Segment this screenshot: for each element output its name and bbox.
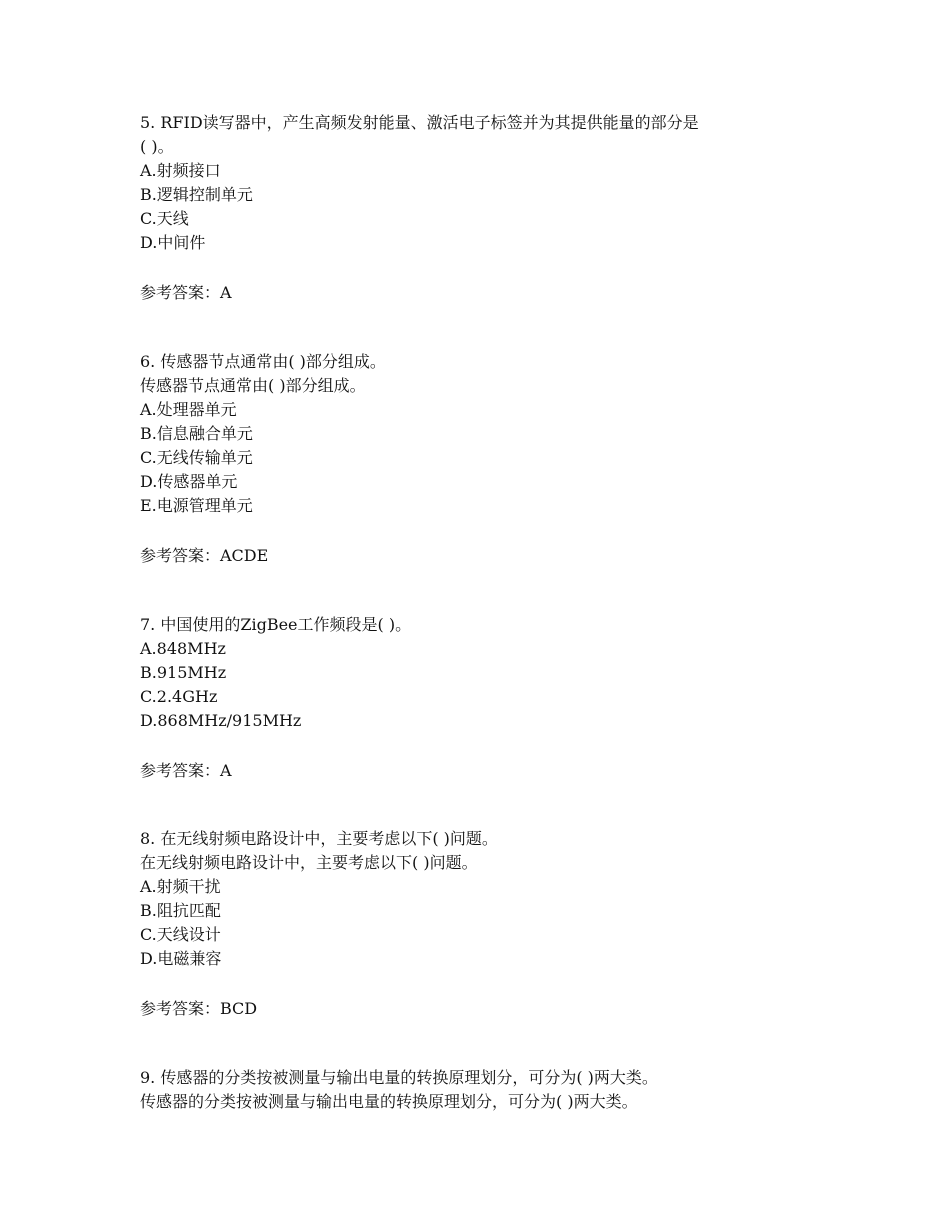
question-9-subtitle: 传感器的分类按被测量与输出电量的转换原理划分，可分为( )两大类。 xyxy=(140,1092,638,1111)
question-8-option-b: B.阻抗匹配 xyxy=(140,901,221,920)
question-6-answer: 参考答案：ACDE xyxy=(140,546,269,565)
question-7-option-d: D.868MHz/915MHz xyxy=(140,711,302,730)
question-6-option-c: C.无线传输单元 xyxy=(140,448,253,467)
question-5 xyxy=(140,111,840,305)
question-8 xyxy=(140,827,840,1021)
question-7-title: 7. 中国使用的ZigBee工作频段是( )。 xyxy=(140,615,412,634)
question-6-option-e: E.电源管理单元 xyxy=(140,496,253,515)
question-9 xyxy=(140,1066,840,1114)
question-5-option-a: A.射频接口 xyxy=(140,161,221,180)
question-5-title: 5. RFID读写器中，产生高频发射能量、激活电子标签并为其提供能量的部分是 xyxy=(140,113,699,132)
question-5-title-continued: ( )。 xyxy=(140,137,174,156)
question-6-subtitle: 传感器节点通常由( )部分组成。 xyxy=(140,376,366,395)
question-7-answer: 参考答案：A xyxy=(140,761,232,780)
question-8-option-d: D.电磁兼容 xyxy=(140,949,222,968)
question-6-option-a: A.处理器单元 xyxy=(140,400,237,419)
question-6-option-d: D.传感器单元 xyxy=(140,472,238,491)
question-5-option-c: C.天线 xyxy=(140,209,189,228)
question-5-answer: 参考答案：A xyxy=(140,283,232,302)
question-7-option-b: B.915MHz xyxy=(140,663,227,682)
question-5-option-b: B.逻辑控制单元 xyxy=(140,185,253,204)
question-8-title: 8. 在无线射频电路设计中，主要考虑以下( )问题。 xyxy=(140,829,498,848)
question-8-option-a: A.射频干扰 xyxy=(140,877,221,896)
question-7-option-c: C.2.4GHz xyxy=(140,687,218,706)
question-9-title: 9. 传感器的分类按被测量与输出电量的转换原理划分，可分为( )两大类。 xyxy=(140,1068,658,1087)
question-6-title: 6. 传感器节点通常由( )部分组成。 xyxy=(140,352,386,371)
question-5-option-d: D.中间件 xyxy=(140,233,206,252)
question-7-option-a: A.848MHz xyxy=(140,639,226,658)
question-6 xyxy=(140,350,840,568)
question-7 xyxy=(140,613,840,783)
question-6-option-b: B.信息融合单元 xyxy=(140,424,253,443)
question-8-subtitle: 在无线射频电路设计中，主要考虑以下( )问题。 xyxy=(140,853,478,872)
question-8-option-c: C.天线设计 xyxy=(140,925,221,944)
question-8-answer: 参考答案：BCD xyxy=(140,999,258,1018)
